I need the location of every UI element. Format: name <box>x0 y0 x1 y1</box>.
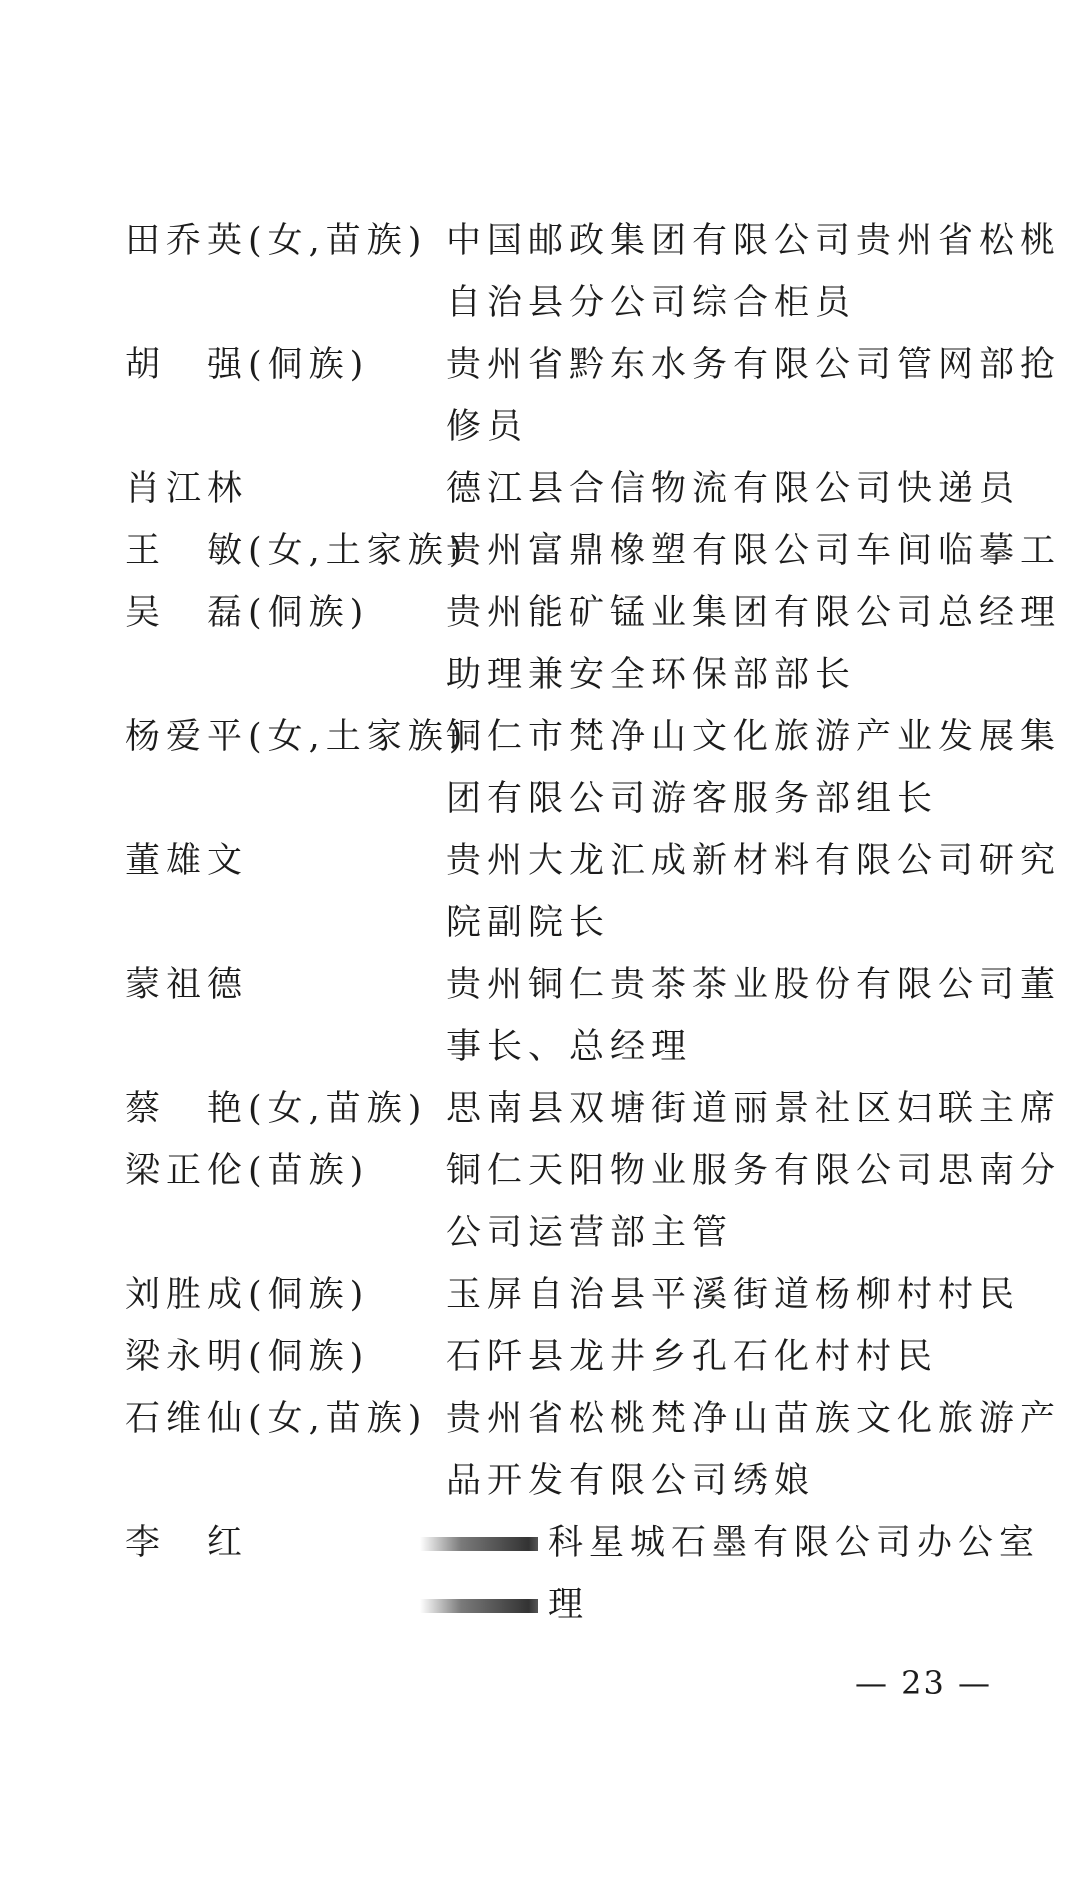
entry-affiliation: 贵州省黔东水务有限公司管网部抢 <box>446 345 1062 385</box>
entry-affiliation: 贵州铜仁贵茶茶业股份有限公司董 <box>446 965 1062 1005</box>
entry-affiliation-continued: 自治县分公司综合柜员 <box>446 283 857 323</box>
entry-name: 蔡 艳(女,苗族) <box>125 1089 428 1129</box>
entry-name: 胡 强(侗族) <box>125 345 370 385</box>
entry-name: 王 敏(女,土家族) <box>125 531 469 571</box>
page-number: — 23 — <box>854 1664 992 1702</box>
entry-name: 田乔英(女,苗族) <box>125 221 428 261</box>
entry-affiliation: 德江县合信物流有限公司快递员 <box>446 469 1021 509</box>
entry-name: 吴 磊(侗族) <box>125 593 370 633</box>
entry-affiliation: 贵州大龙汇成新材料有限公司研究 <box>446 841 1062 881</box>
entry-name: 杨爱平(女,土家族) <box>125 717 469 757</box>
entry-name: 梁永明(侗族) <box>125 1337 370 1377</box>
entry-affiliation: 贵州富鼎橡塑有限公司车间临摹工 <box>446 531 1062 571</box>
entry-affiliation: 铜仁天阳物业服务有限公司思南分 <box>446 1151 1062 1191</box>
entry-affiliation: 科星城石墨有限公司办公室 <box>548 1523 1041 1563</box>
entry-name: 李 红 <box>125 1523 249 1563</box>
entry-name: 肖江林 <box>125 469 249 509</box>
entry-affiliation-continued: 助理兼安全环保部部长 <box>446 655 857 695</box>
entry-affiliation-continued: 团有限公司游客服务部组长 <box>446 779 939 819</box>
entry-name: 石维仙(女,苗族) <box>125 1399 428 1439</box>
entry-name: 董雄文 <box>125 841 249 881</box>
redaction-mark <box>420 1537 538 1551</box>
entry-name: 刘胜成(侗族) <box>125 1275 370 1315</box>
entry-affiliation-continued: 事长、总经理 <box>446 1027 693 1067</box>
entry-affiliation: 中国邮政集团有限公司贵州省松桃 <box>446 221 1062 261</box>
entry-affiliation: 贵州省松桃梵净山苗族文化旅游产 <box>446 1399 1062 1439</box>
entry-name: 梁正伦(苗族) <box>125 1151 370 1191</box>
entry-affiliation: 铜仁市梵净山文化旅游产业发展集 <box>446 717 1062 757</box>
entry-affiliation-continued: 修员 <box>446 407 529 447</box>
entry-affiliation-continued: 公司运营部主管 <box>446 1213 734 1253</box>
entry-affiliation: 石阡县龙井乡孔石化村村民 <box>446 1337 939 1377</box>
entry-affiliation-continued: 理 <box>548 1585 590 1625</box>
entry-affiliation-continued: 院副院长 <box>446 903 611 943</box>
redaction-mark <box>420 1599 538 1613</box>
entry-affiliation: 思南县双塘街道丽景社区妇联主席 <box>446 1089 1062 1129</box>
entry-affiliation: 玉屏自治县平溪街道杨柳村村民 <box>446 1275 1021 1315</box>
entry-name: 蒙祖德 <box>125 965 249 1005</box>
entry-affiliation: 贵州能矿锰业集团有限公司总经理 <box>446 593 1062 633</box>
entry-affiliation-continued: 品开发有限公司绣娘 <box>446 1461 816 1501</box>
